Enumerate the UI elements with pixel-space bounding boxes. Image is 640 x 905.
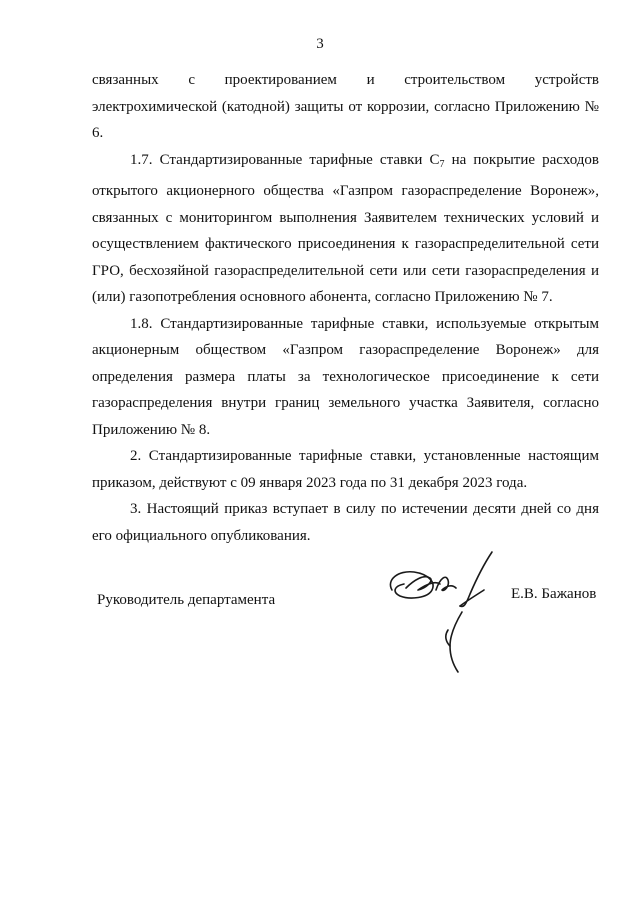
paragraph-1-7-start: 1.7. Стандартизированные тарифные ставки С	[130, 151, 440, 168]
paragraph-1-7-rest: на покрытие расходов открытого акционерного общества «Газпром газораспределение Воронеж», связанных с мониторингом выполнения Заявителем технических условий и осуществлением фактического присоединения к газораспределительной сети ГРО, бесхозяйной газораспределительной сети или сети газораспределения и (или) газопотребления основного абонента, согласно Приложению № 7.	[92, 151, 599, 305]
signature-block	[0, 550, 640, 680]
page-number: 3	[316, 36, 324, 52]
paragraph-continuation: электрохимической (катодной) защиты от коррозии, согласно Приложению № 6.	[92, 98, 599, 141]
document-body	[92, 67, 599, 549]
paragraph-continuation-line: связанных с проектированием и строительством устройств	[92, 72, 599, 88]
signatory-name: Е.В. Бажанов	[511, 586, 597, 602]
rate-subscript: 7	[439, 158, 445, 170]
paragraph-3: 3. Настоящий приказ вступает в силу по истечении десяти дней со дня его официального опубликования.	[92, 501, 599, 544]
handwritten-signature	[384, 550, 504, 675]
paragraph-2: 2. Стандартизированные тарифные ставки, установленные настоящим приказом, действуют с 09 января 2023 года по 31 декабря 2023 года.	[92, 448, 599, 491]
signatory-role: Руководитель департамента	[97, 592, 276, 608]
paragraph-1-7	[92, 147, 599, 311]
paragraph-1-8: 1.8. Стандартизированные тарифные ставки, используемые открытым акционерным обществом «Газпром газораспределение Воронеж» для определения размера платы за технологическое присоединение к сети газораспределения внутри границ земельного участка Заявителя, согласно Приложению № 8.	[92, 315, 599, 438]
